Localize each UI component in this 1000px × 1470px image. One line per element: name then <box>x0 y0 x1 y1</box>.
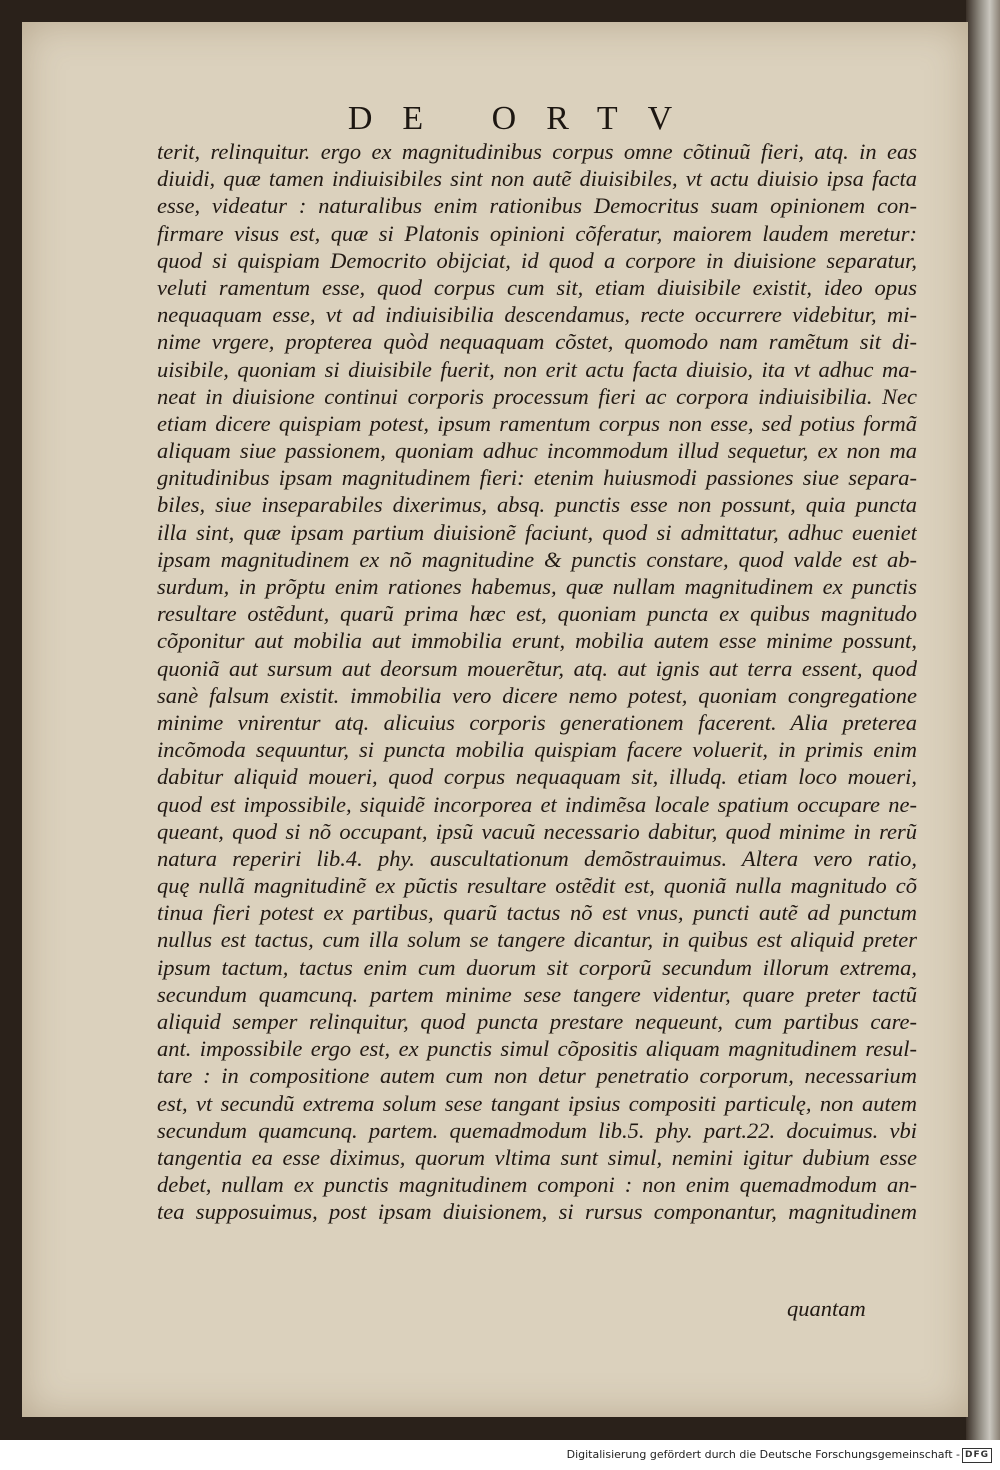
text-line: ipsam magnitudinem ex nõ magnitudine & punctis constare, quod valde est ab- <box>157 546 917 572</box>
text-line: est, vt secundũ extrema solum sese tangant ipsius compositi particulę, non autem <box>157 1090 917 1116</box>
text-line: etiam dicere quispiam potest, ipsum ramentum corpus non esse, sed potius formã <box>157 410 917 436</box>
footer-bar <box>0 1440 1000 1470</box>
text-line: natura reperiri lib.4. phy. auscultationum demõstrauimus. Altera vero ratio, <box>157 845 917 871</box>
body-text <box>157 138 917 1226</box>
text-line: incõmoda sequuntur, si puncta mobilia quispiam facere voluerit, in primis enim <box>157 737 917 763</box>
text-line: nequaquam esse, vt ad indiuisibilia descendamus, recte occurrere videbitur, mi- <box>157 302 917 328</box>
text-line: diuidi, quæ tamen indiuisibiles sint non autẽ diuisibiles, vt actu diuisio ipsa facta <box>157 166 917 192</box>
text-line: sanè falsum existit. immobilia vero dicere nemo potest, quoniam congregatione <box>157 682 917 708</box>
text-line: aliquid semper relinquitur, quod puncta prestare nequeunt, cum partibus care- <box>157 1009 917 1034</box>
text-line: ant. impossibile ergo est, ex punctis simul cõpositis aliquam magnitudinem resul- <box>157 1036 917 1062</box>
text-line: quoniã aut sursum aut deorsum mouerẽtur, atq. aut ignis aut terra essent, quod <box>157 655 917 681</box>
text-line: nullus est tactus, cum illa solum se tangere dicantur, in quibus est aliquid preter <box>157 927 917 953</box>
dfg-logo: DFG <box>962 1448 992 1463</box>
text-line: ipsum tactum, tactus enim cum duorum sit corporũ secundum illorum extrema, <box>157 954 917 980</box>
text-line: resultare ostẽdunt, quarũ prima hæc est, quoniam puncta ex quibus magnitudo <box>157 601 917 627</box>
text-line: tare : in compositione autem cum non detur penetratio corporum, necessarium <box>157 1063 917 1089</box>
adjacent-page-edge <box>966 0 1000 1440</box>
text-line: debet, nullam ex punctis magnitudinem componi : non enim quemadmodum an- <box>157 1172 917 1198</box>
catchword: quantam <box>787 1296 866 1321</box>
funding-credit: Digitalisierung gefördert durch die Deutsche Forschungsgemeinschaft - <box>566 1448 960 1461</box>
text-line: quod si quispiam Democrito obijciat, id quod a corpore in diuisione separatur, <box>157 247 917 273</box>
text-line: tangentia ea esse diximus, quorum vltima sunt simul, nemini igitur dubium esse <box>157 1144 917 1170</box>
text-line: gnitudinibus ipsam magnitudinem fieri: etenim huiusmodi passiones siue separa- <box>157 465 917 491</box>
text-line: terit, relinquitur. ergo ex magnitudinibus corpus omne cõtinuũ fieri, atq. in eas <box>157 139 917 164</box>
text-line: quod est impossibile, siquidẽ incorporea et indimẽsa locale spatium occupare ne- <box>157 791 917 817</box>
running-head: DE ORTV <box>347 100 703 137</box>
text-line: minime vnirentur atq. alicuius corporis generationem facerent. Alia preterea <box>157 709 917 735</box>
text-line: queant, quod si nõ occupant, ipsũ vacuũ necessario dabitur, quod minime in rerũ <box>157 818 917 844</box>
text-line: secundum quamcunq. partem minime sese tangere videntur, quare preter tactũ <box>157 981 917 1007</box>
text-line: quę nullã magnitudinẽ ex pũctis resultare ostẽdit est, quoniã nulla magnitudo cõ <box>157 873 917 899</box>
text-line: veluti ramentum esse, quod corpus cum sit, etiam diuisibile existit, ideo opus <box>157 274 917 300</box>
text-line: cõponitur aut mobilia aut immobilia erunt, mobilia autem esse minime possunt, <box>157 628 917 654</box>
book-page <box>22 22 968 1417</box>
text-line: tinua fieri potest ex partibus, quarũ tactus nõ est vnus, puncti autẽ ad punctum <box>157 900 917 926</box>
text-line: uisibile, quoniam si diuisibile fuerit, non erit actu facta diuisio, ita vt adhuc ma- <box>157 356 917 382</box>
text-line: firmare visus est, quæ si Platonis opinioni cõferatur, maiorem laudem meretur: <box>157 220 917 246</box>
text-line: biles, siue inseparabiles dixerimus, absq. punctis esse non possunt, quia puncta <box>157 492 917 518</box>
text-line: aliquam siue passionem, quoniam adhuc incommodum illud sequetur, ex non ma <box>157 438 917 464</box>
text-line: dabitur aliquid moueri, quod corpus nequaquam sit, illudq. etiam loco moueri, <box>157 764 917 790</box>
text-line: tea supposuimus, post ipsam diuisionem, si rursus componantur, magnitudinem <box>157 1199 917 1225</box>
text-line: illa sint, quæ ipsam partium diuisionẽ faciunt, quod si admittatur, adhuc eueniet <box>157 519 917 545</box>
text-line: nime vrgere, propterea quòd nequaquam cõstet, quomodo nam ramẽtum sit di- <box>157 329 917 355</box>
text-line: neat in diuisione continui corporis processum fieri ac corpora indiuisibilia. Nec <box>157 383 917 409</box>
text-line: secundum quamcunq. partem. quemadmodum lib.5. phy. part.22. docuimus. vbi <box>157 1117 917 1143</box>
text-line: surdum, in prõptu enim rationes habemus, quæ nullam magnitudinem ex punctis <box>157 574 917 599</box>
text-line: esse, videatur : naturalibus enim rationibus Democritus suam opinionem con- <box>157 193 917 219</box>
